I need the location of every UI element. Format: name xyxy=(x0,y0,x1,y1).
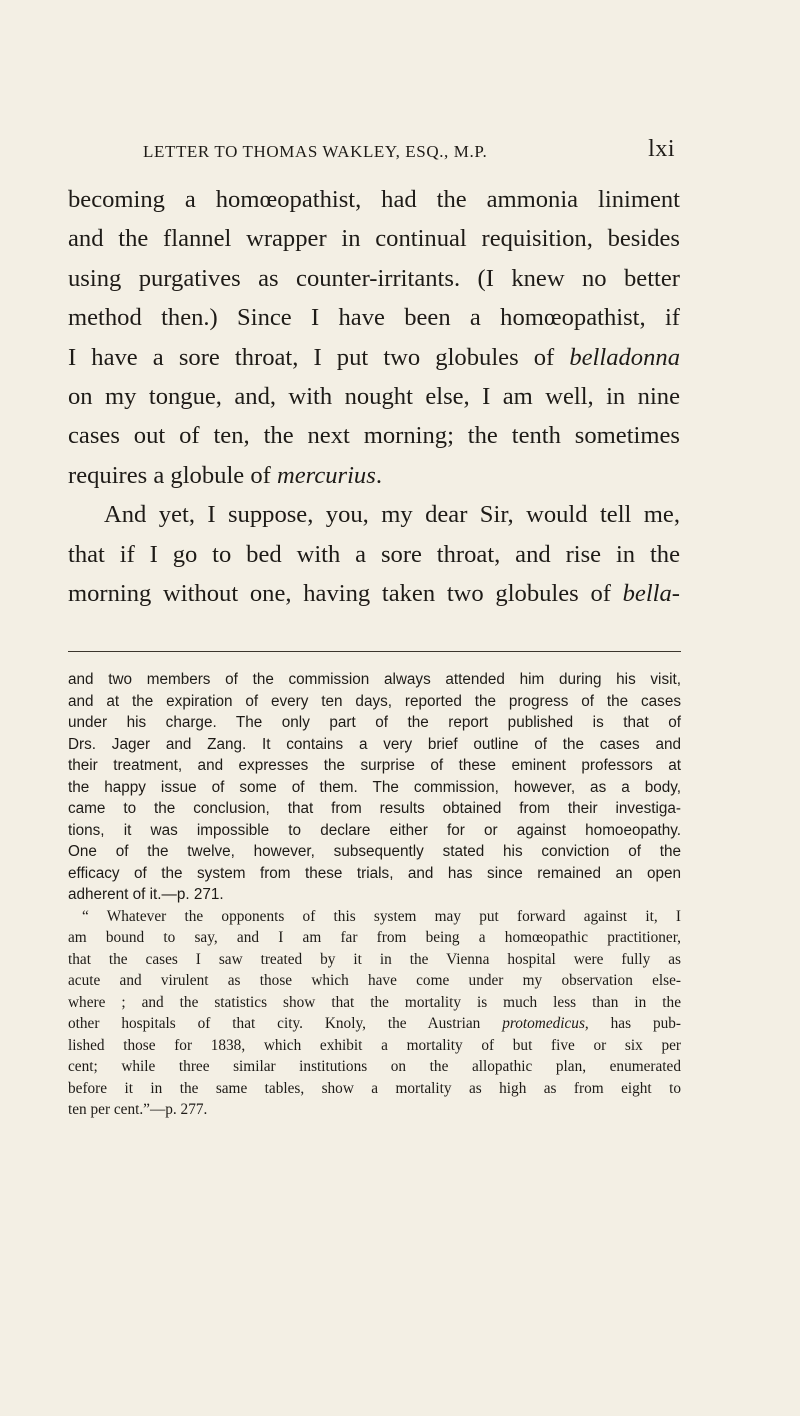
footnote-line: came to the conclusion, that from results obtained from their investiga- xyxy=(68,800,681,817)
footnote-quote-line: lished those for 1838, which exhibit a mortality of but five or six per xyxy=(68,1036,681,1054)
footnote-line: efficacy of the system from these trials, and has since remained an open xyxy=(68,864,681,882)
text-line: that if I go to bed with a sore throat, and rise in the xyxy=(68,540,680,568)
footnote-divider xyxy=(68,651,681,652)
text-line: And yet, I suppose, you, my dear Sir, would tell me, xyxy=(104,501,680,529)
footnote-quote-line: cent; while three similar institutions on the allopathic plan, enumerated xyxy=(68,1058,681,1075)
text-line: method then.) Since I have been a homœopathist, if xyxy=(68,304,680,332)
footnote-quote-line: “ Whatever the opponents of this system may put forward against it, I xyxy=(82,907,681,925)
page-number: lxi xyxy=(648,136,675,162)
footnote-line: their treatment, and expresses the surprise of these eminent professors at xyxy=(68,757,681,774)
footnote-quote-line: acute and virulent as those which have come under my observation else- xyxy=(68,972,681,989)
text-line: on my tongue, and, with nought else, I am well, in nine xyxy=(68,383,680,411)
italic-term-protomedicus: protomedicus xyxy=(502,1015,585,1032)
text-run: , has pub- xyxy=(584,1015,681,1032)
footnote-line: and two members of the commission always attended him during his visit, xyxy=(68,671,681,688)
text-line: using purgatives as counter-irritants. (I knew no better xyxy=(68,264,680,292)
footnote-line: the happy issue of some of them. The commission, however, as a body, xyxy=(68,778,681,796)
text-run: morning without one, having taken two globules of xyxy=(68,580,623,608)
italic-term-belladonna: belladonna xyxy=(569,343,680,371)
text-line xyxy=(68,338,680,377)
footnote-line: tions, it was impossible to declare either for or against homoeopathy. xyxy=(68,821,681,839)
footnote-quote-line: am bound to say, and I am far from being a homœopathic practitioner, xyxy=(68,929,681,946)
footnote-quote-line: before it in the same tables, show a mortality as high as from eight to xyxy=(68,1079,681,1097)
italic-term-bella: bella- xyxy=(622,580,680,608)
text-run: I have a sore throat, I put two globules of xyxy=(68,343,570,371)
footnote-quote-line: that the cases I saw treated by it in the Vienna hospital were fully as xyxy=(68,950,681,968)
italic-term-mercurius: mercurius xyxy=(276,461,376,489)
footnote-line: adherent of it.—p. 271. xyxy=(68,886,224,903)
text-run: requires a globule of xyxy=(68,461,277,489)
footnote-quote-line: where ; and the statistics show that the mortality is much less than in the xyxy=(68,993,681,1011)
text-line xyxy=(68,456,680,495)
footnote-quote-line: ten per cent.”—p. 277. xyxy=(68,1101,208,1118)
footnote-line: under his charge. The only part of the report published is that of xyxy=(68,714,681,731)
footnote-quote-line xyxy=(68,1013,681,1035)
paragraph-2 xyxy=(68,495,680,613)
page-header xyxy=(143,136,675,172)
text-line xyxy=(68,574,680,613)
text-line: and the flannel wrapper in continual requisition, besides xyxy=(68,225,680,253)
footnote-line: Drs. Jager and Zang. It contains a very brief outline of the cases and xyxy=(68,735,681,753)
main-text xyxy=(68,180,680,613)
text-line: becoming a homœopathist, had the ammonia liniment xyxy=(68,186,680,213)
text-line: cases out of ten, the next morning; the tenth sometimes xyxy=(68,422,680,450)
paragraph-1 xyxy=(68,180,680,495)
text-run: other hospitals of that city. Knoly, the Austrian xyxy=(68,1015,503,1032)
footnote xyxy=(68,669,681,1121)
running-head: LETTER TO THOMAS WAKLEY, ESQ., M.P. xyxy=(143,142,488,161)
text-run: . xyxy=(375,461,382,489)
footnote-line: and at the expiration of every ten days, reported the progress of the cases xyxy=(68,692,681,710)
footnote-line: One of the twelve, however, subsequently stated his conviction of the xyxy=(68,843,681,860)
